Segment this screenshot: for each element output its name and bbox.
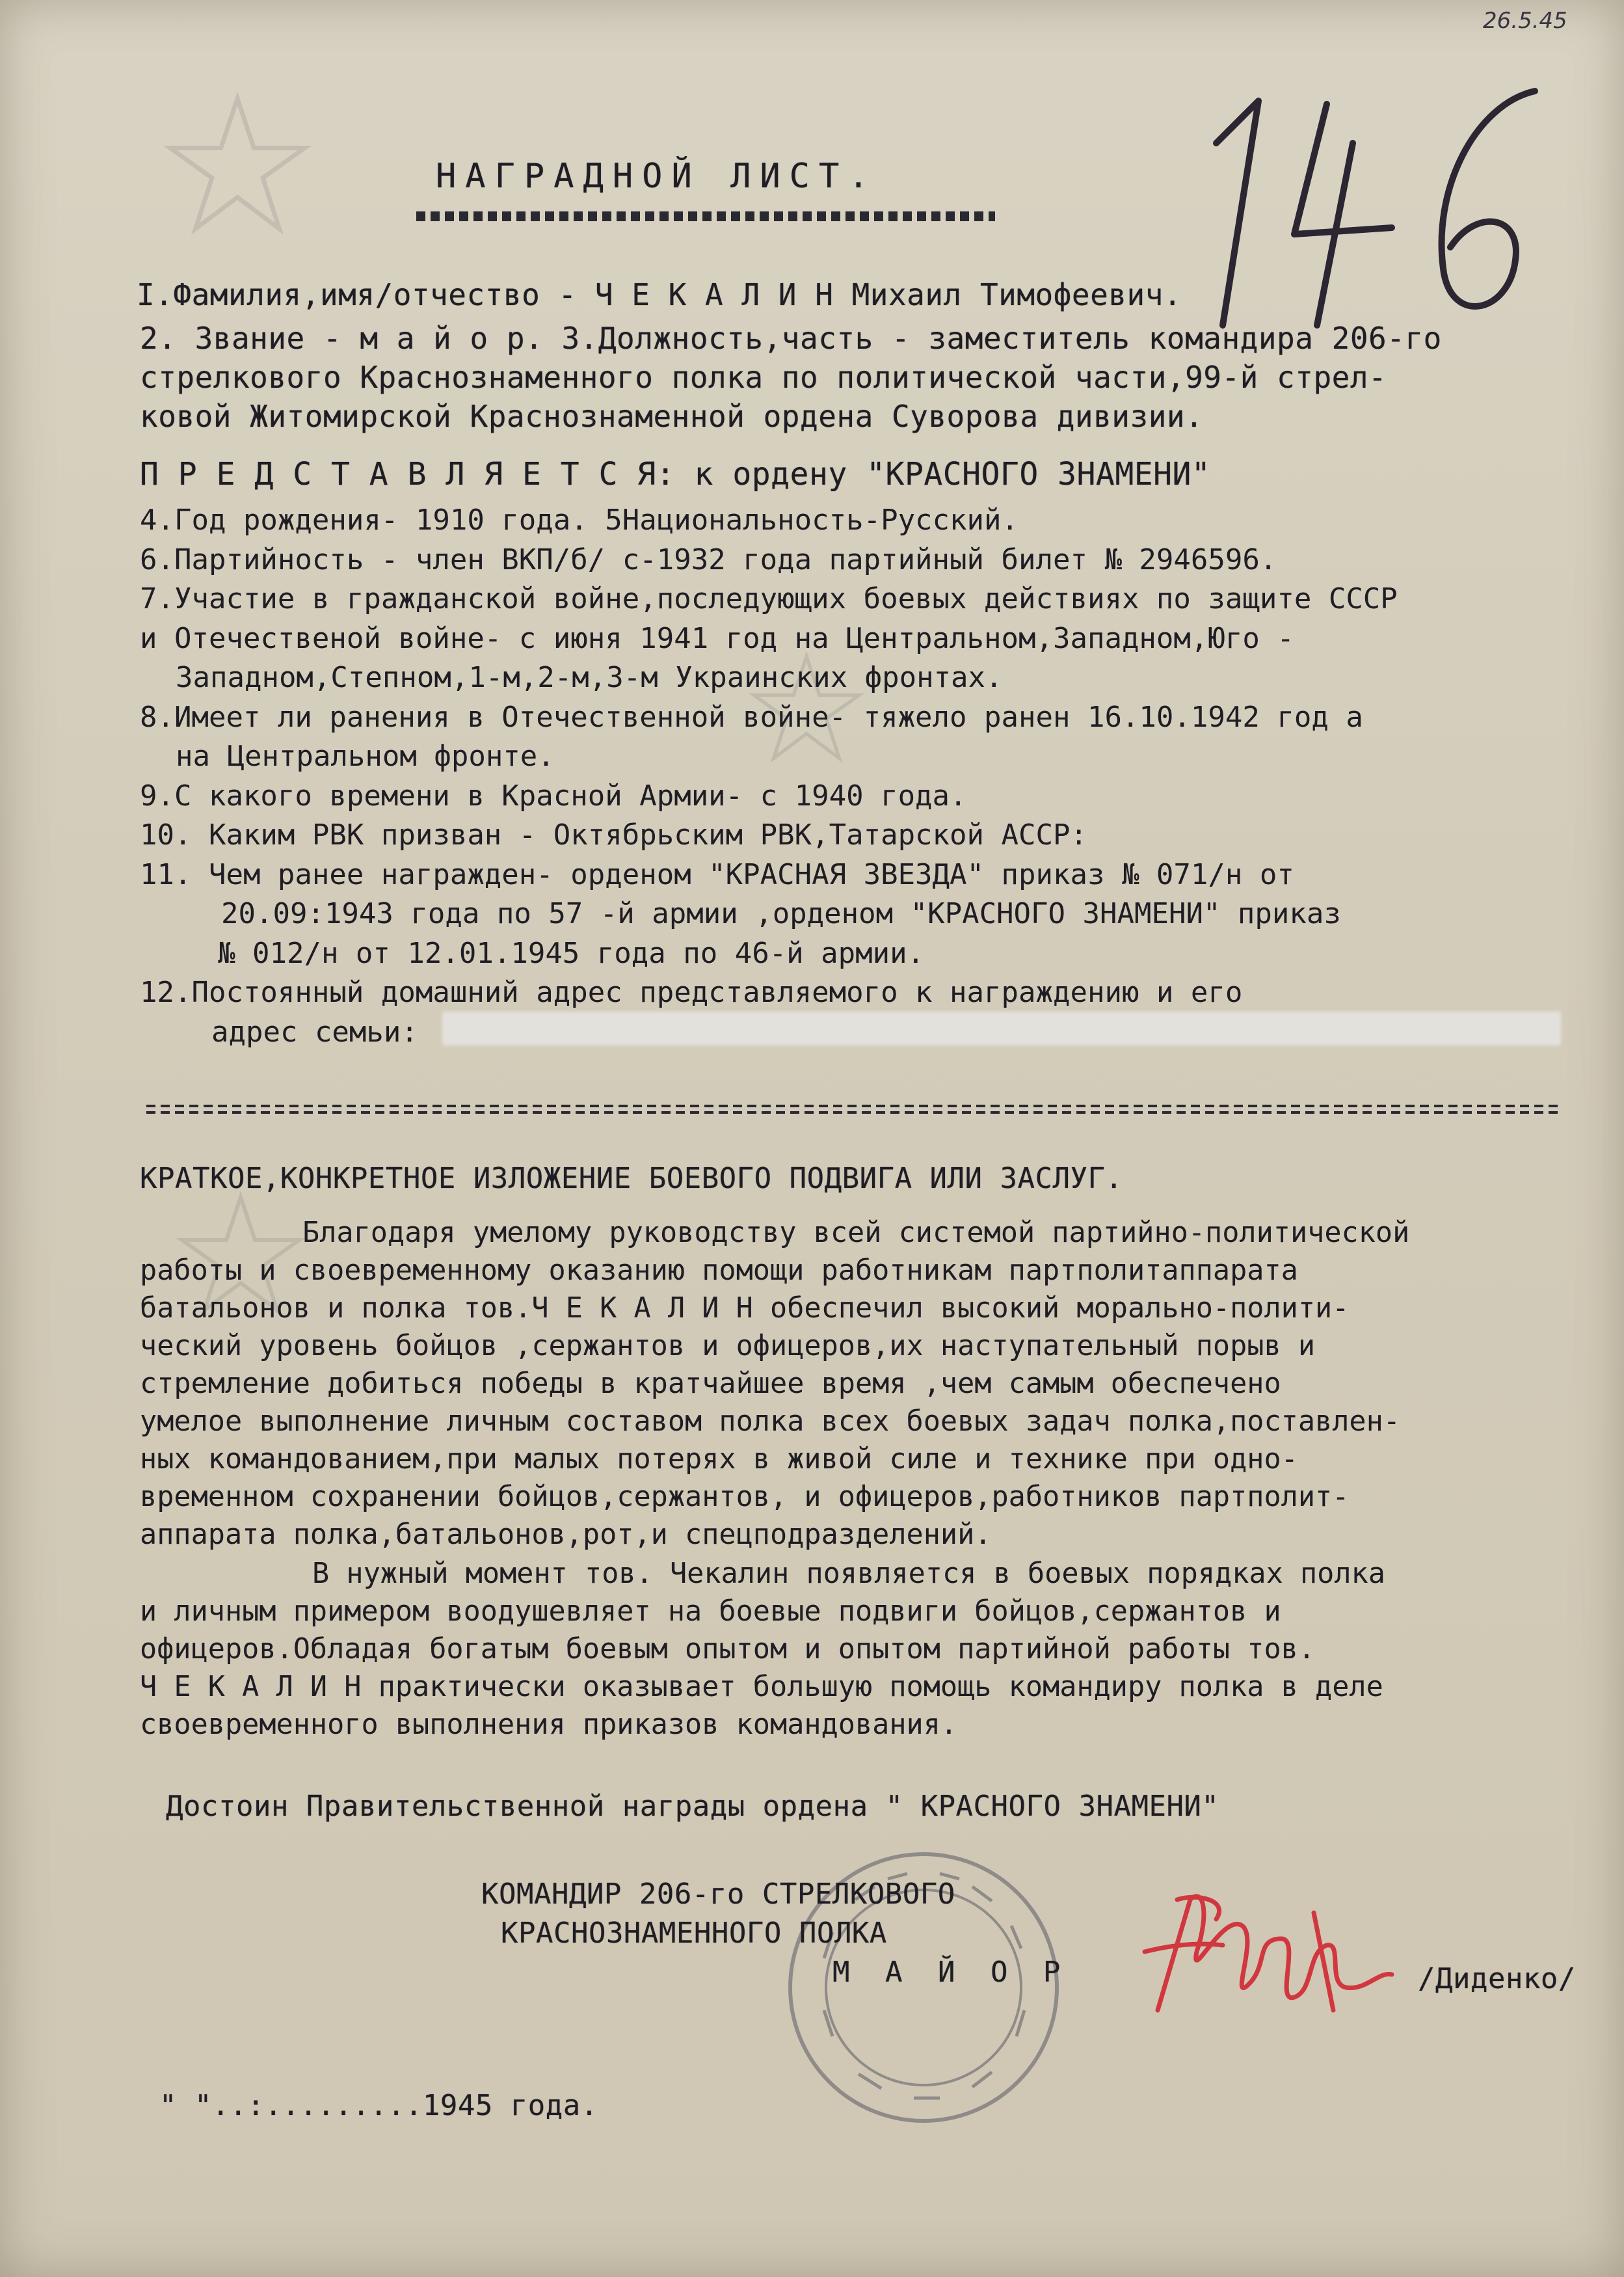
items-list (140, 501, 1398, 1052)
rank-line: ковой Житомирской Краснознаменной ордена Суворова дивизии. (140, 399, 1204, 434)
paragraph-line: и личным примером воодушевляет на боевые подвиги бойцов,сержантов и (140, 1595, 1281, 1628)
paragraph-line: своевременного выполнения приказов командования. (140, 1708, 958, 1741)
list-item: 6.Партийность - член ВКП/б/ с-1932 года партийный билет № 2946596. (140, 543, 1277, 576)
rank-line: 2. Звание - м а й о р. 3.Должность,часть - заместитель командира 206-го (140, 321, 1442, 356)
corner-date: 26.5.45 (1483, 8, 1567, 34)
paragraph-line: Благодаря умелому руководству всей системой партийно-политической (302, 1217, 1410, 1249)
list-item: Западном,Степном,1-м,2-м,3-м Украинских фронтах. (176, 661, 1003, 694)
paragraph-line: ческий уровень бойцов ,сержантов и офицеров,их наступательный порыв и (140, 1330, 1316, 1362)
list-item: 11. Чем ранее награжден- орденом "КРАСНАЯ ЗВЕЗДА" приказ № 071/н от (140, 857, 1294, 891)
list-item: на Центральном фронте. (176, 740, 555, 773)
summary-paragraph-2 (140, 1555, 1385, 1744)
commander-name: /Диденко/ (1418, 1962, 1576, 1995)
handwritten-number-icon (1197, 65, 1561, 338)
list-item: 20.09:1943 года по 57 -й армии ,орденом "КРАСНОГО ЗНАМЕНИ" приказ (221, 897, 1341, 930)
redacted-address (442, 1012, 1561, 1045)
commander-regiment: КРАСНОЗНАМЕННОГО ПОЛКА (501, 1917, 887, 1950)
commander-title: КОМАНДИР 206-го СТРЕЛКОВОГО (481, 1878, 955, 1911)
list-item: 12.Постоянный домашний адрес представляемого к награждению и его (140, 976, 1243, 1009)
paragraph-line: Ч Е К А Л И Н практически оказывает большую помощь командиру полка в деле (140, 1671, 1383, 1703)
list-item: и Отечественой войне- с июня 1941 год на Центральном,Западном,Юго - (140, 621, 1294, 655)
list-item: 10. Каким РВК призван - Октябрьским РВК,Татарской АССР: (140, 818, 1087, 852)
title-underline (416, 211, 995, 221)
list-item: адрес семьи: (211, 1015, 418, 1049)
paragraph-line: аппарата полка,батальонов,рот,и спецподразделений. (140, 1518, 992, 1551)
paragraph-line: работы и своевременному оказанию помощи работникам партполитаппарата (140, 1254, 1298, 1287)
summary-heading: КРАТКОЕ,КОНКРЕТНОЕ ИЗЛОЖЕНИЕ БОЕВОГО ПОДВИГА ИЛИ ЗАСЛУГ. (140, 1162, 1123, 1195)
list-item: 7.Участие в гражданской войне,последующих боевых действиях по защите СССР (140, 582, 1398, 615)
document-title: НАГРАДНОЙ ЛИСТ. (436, 157, 878, 196)
paragraph-line: офицеров.Обладая богатым боевым опытом и опытом партийной работы тов. (140, 1633, 1316, 1665)
summary-paragraph-1 (140, 1214, 1409, 1554)
section-divider (146, 1103, 1561, 1114)
list-item: 8.Имеет ли ранения в Отечественной войне- тяжело ранен 16.10.1942 год а (140, 700, 1363, 734)
list-item: № 012/н от 12.01.1945 года по 46-й армии. (218, 936, 925, 970)
paragraph-line: батальонов и полка тов.Ч Е К А Л И Н обеспечил высокий морально-полити- (140, 1292, 1350, 1325)
name-line: I.Фамилия,имя/отчество - Ч Е К А Л И Н Михаил Тимофеевич. (137, 277, 1182, 312)
date-line: " "..:.........1945 года. (159, 2089, 598, 2122)
star-watermark-icon (163, 91, 312, 241)
paragraph-line: временном сохранении бойцов,сержантов, и офицеров,работников партполит- (140, 1481, 1350, 1513)
paragraph-line: В нужный момент тов. Чекалин появляется в боевых порядках полка (312, 1557, 1385, 1590)
list-item: 9.С какого времени в Красной Армии- с 1940 года. (140, 779, 967, 813)
rank-line: стрелкового Краснознаменного полка по политической части,99-й стрел- (140, 360, 1387, 395)
paragraph-line: стремление добиться победы в кратчайшее время ,чем самым обеспечено (140, 1368, 1281, 1400)
presented-for-line: П Р Е Д С Т А В Л Я Е Т С Я: к ордену "КРАСНОГО ЗНАМЕНИ" (140, 456, 1211, 492)
red-signature-icon (1119, 1874, 1405, 2043)
paragraph-line: ных командованием,при малых потерях в живой силе и технике при одно- (140, 1443, 1298, 1475)
paragraph-line: умелое выполнение личным составом полка всех боевых задач полка,поставлен- (140, 1405, 1401, 1438)
list-item: 4.Год рождения- 1910 года. 5Национальность-Русский. (140, 504, 1019, 537)
conclusion-line: Достоин Правительственной награды ордена " КРАСНОГО ЗНАМЕНИ" (166, 1790, 1219, 1823)
commander-rank: М А Й О Р (832, 1956, 1070, 1989)
